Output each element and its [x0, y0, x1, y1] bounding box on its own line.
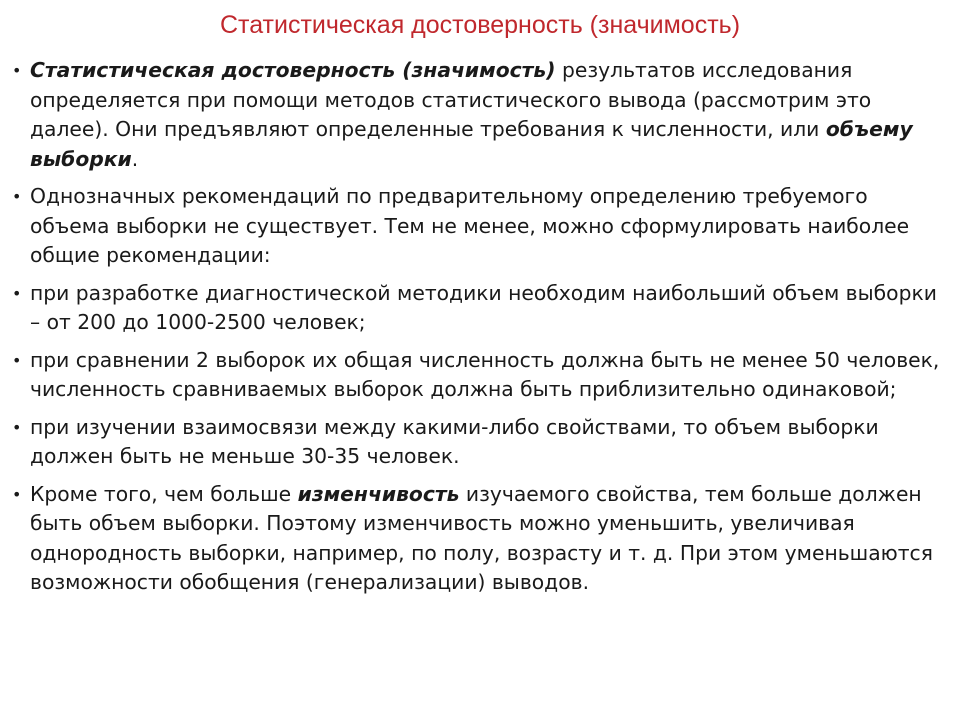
bullet-text: Однозначных рекомендаций по предварительному определению требуемого объема выборки не существует. Тем не менее, можно сформулировать наиболее общие рекомендации:: [30, 184, 910, 267]
bullet-item-diagnostic-method: [12, 279, 947, 338]
bullet-item-two-samples: [12, 346, 947, 405]
term-variability: изменчивость: [297, 481, 460, 506]
bullet-item-variability: [12, 480, 947, 598]
bullet-dot-icon: •: [12, 350, 22, 370]
bullet-dot-icon: •: [12, 484, 22, 504]
slide-title: Статистическая достоверность (значимость): [219, 11, 741, 39]
bullet-item-correlation: [12, 413, 947, 472]
bullet-text: Кроме того, чем больше: [30, 481, 298, 506]
bullet-text: результатов исследования определяется при помощи методов статистического вывода (рассмотрим это далее). Они предъявляют определенные требования к численности, или: [30, 58, 872, 141]
bullet-text: при сравнении 2 выборок их общая численность должна быть не менее 50 человек, численность сравниваемых выборок должна быть приблизительно одинаковой;: [30, 347, 940, 401]
bullet-dot-icon: •: [12, 61, 22, 80]
bullet-dot-icon: •: [12, 187, 22, 206]
bullet-text-end: .: [131, 146, 139, 171]
bullet-text: при разработке диагностической методики необходим наибольший объем выборки – от 200 до 1000-2500 человек;: [30, 280, 937, 334]
term-significance: Статистическая достоверность (значимость): [30, 58, 556, 82]
bullet-item-recommendations: [12, 182, 947, 271]
term-sample-size: объему выборки: [30, 117, 913, 171]
bullet-list: [12, 56, 947, 598]
bullet-text: при изучении взаимосвязи между какими-либо свойствами, то объем выборки должен быть не меньше 30-35 человек.: [30, 414, 879, 468]
bullet-item-significance: [12, 56, 947, 174]
bullet-dot-icon: •: [12, 283, 22, 303]
bullet-text-rest: изучаемого свойства, тем больше должен быть объем выборки. Поэтому изменчивость можно уменьшить, увеличивая однородность выборки, например, по полу, возрасту и т. д. При этом уменьшаются возможности обобщения (генерализации) выводов.: [30, 481, 933, 594]
bullet-dot-icon: •: [12, 417, 22, 437]
